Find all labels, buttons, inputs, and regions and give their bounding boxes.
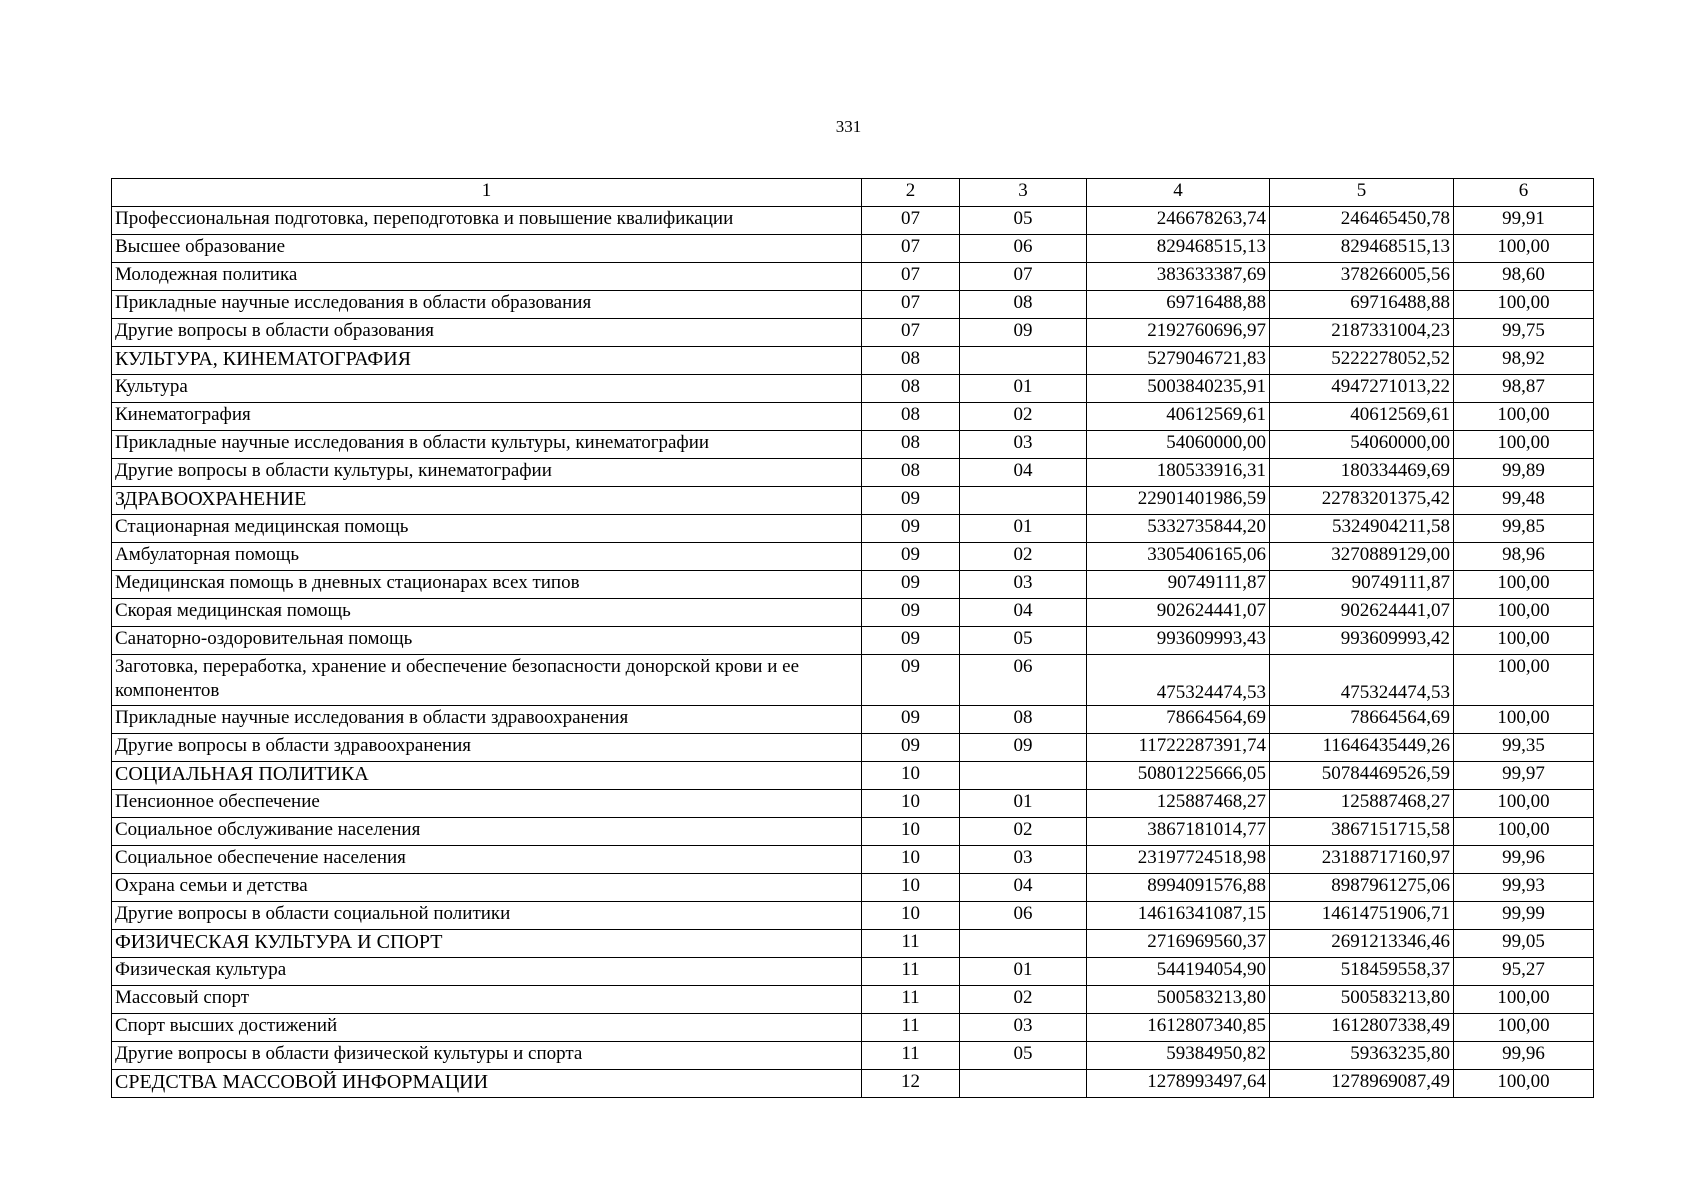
- value-col5-cell: 22783201375,42: [1270, 487, 1454, 515]
- subsection-code-cell: 06: [960, 902, 1087, 930]
- percent-cell: 100,00: [1454, 790, 1594, 818]
- percent-cell: 98,92: [1454, 347, 1594, 375]
- value-col5-cell: 54060000,00: [1270, 431, 1454, 459]
- value-col4-cell: 22901401986,59: [1087, 487, 1270, 515]
- row-name-cell: Амбулаторная помощь: [112, 543, 862, 571]
- section-code-cell: 09: [862, 627, 960, 655]
- row-name-cell: Прикладные научные исследования в области здравоохранения: [112, 706, 862, 734]
- subsection-code-cell: 09: [960, 319, 1087, 347]
- value-col5-cell: 90749111,87: [1270, 571, 1454, 599]
- section-code-cell: 11: [862, 1014, 960, 1042]
- value-col4-cell: 1612807340,85: [1087, 1014, 1270, 1042]
- section-code-cell: 10: [862, 790, 960, 818]
- value-col5-cell: 378266005,56: [1270, 263, 1454, 291]
- row-name-cell: Высшее образование: [112, 235, 862, 263]
- section-code-cell: 08: [862, 403, 960, 431]
- value-col4-cell: 14616341087,15: [1087, 902, 1270, 930]
- value-col4-cell: 544194054,90: [1087, 958, 1270, 986]
- row-name-cell: Прикладные научные исследования в области образования: [112, 291, 862, 319]
- column-header-1: 1: [112, 179, 862, 207]
- table-row-section: [112, 487, 1594, 515]
- column-header-2: 2: [862, 179, 960, 207]
- section-code-cell: 10: [862, 874, 960, 902]
- value-col5-cell: 69716488,88: [1270, 291, 1454, 319]
- percent-cell: 99,99: [1454, 902, 1594, 930]
- value-col5-cell: 246465450,78: [1270, 207, 1454, 235]
- value-col4-cell: 1278993497,64: [1087, 1070, 1270, 1098]
- section-code-cell: 09: [862, 655, 960, 706]
- subsection-code-cell: 03: [960, 571, 1087, 599]
- table-row: [112, 1042, 1594, 1070]
- percent-cell: 99,85: [1454, 515, 1594, 543]
- value-col5-cell: 11646435449,26: [1270, 734, 1454, 762]
- table-row: [112, 958, 1594, 986]
- value-col4-cell: 993609993,43: [1087, 627, 1270, 655]
- percent-cell: 95,27: [1454, 958, 1594, 986]
- row-name-cell: Скорая медицинская помощь: [112, 599, 862, 627]
- section-code-cell: 09: [862, 734, 960, 762]
- value-col5-cell: 902624441,07: [1270, 599, 1454, 627]
- table-row: [112, 706, 1594, 734]
- table-row: [112, 874, 1594, 902]
- subsection-code-cell: 04: [960, 459, 1087, 487]
- row-name-cell: Другие вопросы в области физической культуры и спорта: [112, 1042, 862, 1070]
- section-code-cell: 09: [862, 487, 960, 515]
- subsection-code-cell: 01: [960, 375, 1087, 403]
- subsection-code-cell: [960, 762, 1087, 790]
- value-col4-cell: 383633387,69: [1087, 263, 1270, 291]
- value-col4-cell: 40612569,61: [1087, 403, 1270, 431]
- value-col4-cell: 3305406165,06: [1087, 543, 1270, 571]
- value-col5-cell: 2691213346,46: [1270, 930, 1454, 958]
- percent-cell: 99,93: [1454, 874, 1594, 902]
- subsection-code-cell: 04: [960, 599, 1087, 627]
- table-row: [112, 375, 1594, 403]
- value-col4-cell: 54060000,00: [1087, 431, 1270, 459]
- section-code-cell: 09: [862, 515, 960, 543]
- row-name-cell: Социальное обслуживание населения: [112, 818, 862, 846]
- percent-cell: 100,00: [1454, 1014, 1594, 1042]
- section-code-cell: 07: [862, 291, 960, 319]
- value-col4-cell: 8994091576,88: [1087, 874, 1270, 902]
- table-row-section: [112, 930, 1594, 958]
- value-col5-cell: 993609993,42: [1270, 627, 1454, 655]
- section-code-cell: 11: [862, 1042, 960, 1070]
- value-col5-cell: 3270889129,00: [1270, 543, 1454, 571]
- page-number: 331: [835, 117, 862, 136]
- value-col5-cell: 180334469,69: [1270, 459, 1454, 487]
- table-row-section: [112, 347, 1594, 375]
- value-col5-cell: 3867151715,58: [1270, 818, 1454, 846]
- section-code-cell: 11: [862, 986, 960, 1014]
- row-name-cell: Пенсионное обеспечение: [112, 790, 862, 818]
- section-code-cell: 09: [862, 571, 960, 599]
- value-col5-cell: 125887468,27: [1270, 790, 1454, 818]
- row-name-cell: Охрана семьи и детства: [112, 874, 862, 902]
- table-header: [112, 179, 1594, 207]
- value-col4-cell: 180533916,31: [1087, 459, 1270, 487]
- value-col5-cell: 5324904211,58: [1270, 515, 1454, 543]
- value-col4-cell: 23197724518,98: [1087, 846, 1270, 874]
- table-row: [112, 319, 1594, 347]
- table-row: [112, 734, 1594, 762]
- percent-cell: 98,96: [1454, 543, 1594, 571]
- value-col4-cell: 90749111,87: [1087, 571, 1270, 599]
- section-code-cell: 07: [862, 207, 960, 235]
- percent-cell: 98,87: [1454, 375, 1594, 403]
- percent-cell: 100,00: [1454, 599, 1594, 627]
- row-name-cell: Стационарная медицинская помощь: [112, 515, 862, 543]
- subsection-code-cell: 04: [960, 874, 1087, 902]
- section-code-cell: 07: [862, 235, 960, 263]
- section-code-cell: 08: [862, 347, 960, 375]
- value-col5-cell: 829468515,13: [1270, 235, 1454, 263]
- value-col5-cell: 78664564,69: [1270, 706, 1454, 734]
- section-code-cell: 10: [862, 902, 960, 930]
- value-col5-cell: 500583213,80: [1270, 986, 1454, 1014]
- row-name-cell: Другие вопросы в области культуры, кинематографии: [112, 459, 862, 487]
- percent-cell: 99,96: [1454, 846, 1594, 874]
- row-name-cell: Другие вопросы в области образования: [112, 319, 862, 347]
- subsection-code-cell: 03: [960, 846, 1087, 874]
- value-col5-cell: 1278969087,49: [1270, 1070, 1454, 1098]
- percent-cell: 100,00: [1454, 235, 1594, 263]
- row-name-cell: ЗДРАВООХРАНЕНИЕ: [112, 487, 862, 515]
- table-row-section: [112, 1070, 1594, 1098]
- row-name-cell: Другие вопросы в области здравоохранения: [112, 734, 862, 762]
- percent-cell: 100,00: [1454, 431, 1594, 459]
- row-name-cell: Профессиональная подготовка, переподготовка и повышение квалификации: [112, 207, 862, 235]
- table-row: [112, 291, 1594, 319]
- table-row: [112, 986, 1594, 1014]
- value-col4-cell: 5332735844,20: [1087, 515, 1270, 543]
- row-name-cell: СРЕДСТВА МАССОВОЙ ИНФОРМАЦИИ: [112, 1070, 862, 1098]
- section-code-cell: 10: [862, 846, 960, 874]
- value-col5-cell: 518459558,37: [1270, 958, 1454, 986]
- section-code-cell: 09: [862, 543, 960, 571]
- table-row: [112, 627, 1594, 655]
- percent-cell: 100,00: [1454, 1070, 1594, 1098]
- table-row: [112, 235, 1594, 263]
- header-row: [112, 179, 1594, 207]
- subsection-code-cell: 05: [960, 207, 1087, 235]
- table-row: [112, 515, 1594, 543]
- percent-cell: 99,75: [1454, 319, 1594, 347]
- subsection-code-cell: 01: [960, 790, 1087, 818]
- section-code-cell: 11: [862, 958, 960, 986]
- subsection-code-cell: 02: [960, 543, 1087, 571]
- row-name-cell: КУЛЬТУРА, КИНЕМАТОГРАФИЯ: [112, 347, 862, 375]
- section-code-cell: 10: [862, 762, 960, 790]
- table-row: [112, 818, 1594, 846]
- table-row: [112, 599, 1594, 627]
- value-col4-cell: 125887468,27: [1087, 790, 1270, 818]
- section-code-cell: 07: [862, 319, 960, 347]
- table-row: [112, 263, 1594, 291]
- value-col4-cell: 2192760696,97: [1087, 319, 1270, 347]
- value-col4-cell: 5003840235,91: [1087, 375, 1270, 403]
- subsection-code-cell: [960, 1070, 1087, 1098]
- value-col4-cell: 11722287391,74: [1087, 734, 1270, 762]
- subsection-code-cell: 06: [960, 655, 1087, 706]
- row-name-cell: Физическая культура: [112, 958, 862, 986]
- subsection-code-cell: 08: [960, 706, 1087, 734]
- row-name-cell: Массовый спорт: [112, 986, 862, 1014]
- value-col5-cell: 2187331004,23: [1270, 319, 1454, 347]
- section-code-cell: 09: [862, 599, 960, 627]
- percent-cell: 100,00: [1454, 291, 1594, 319]
- subsection-code-cell: 02: [960, 818, 1087, 846]
- value-col5-cell: 14614751906,71: [1270, 902, 1454, 930]
- value-col5-cell: 23188717160,97: [1270, 846, 1454, 874]
- value-col5-cell: 50784469526,59: [1270, 762, 1454, 790]
- table-row: [112, 459, 1594, 487]
- table-row: [112, 207, 1594, 235]
- column-header-6: 6: [1454, 179, 1594, 207]
- section-code-cell: 10: [862, 818, 960, 846]
- subsection-code-cell: [960, 930, 1087, 958]
- table-row: [112, 571, 1594, 599]
- section-code-cell: 08: [862, 431, 960, 459]
- table-row: [112, 790, 1594, 818]
- percent-cell: 99,35: [1454, 734, 1594, 762]
- table-row: [112, 403, 1594, 431]
- percent-cell: 99,97: [1454, 762, 1594, 790]
- section-code-cell: 12: [862, 1070, 960, 1098]
- subsection-code-cell: 01: [960, 515, 1087, 543]
- subsection-code-cell: 06: [960, 235, 1087, 263]
- subsection-code-cell: [960, 487, 1087, 515]
- value-col4-cell: 475324474,53: [1087, 655, 1270, 706]
- subsection-code-cell: 01: [960, 958, 1087, 986]
- value-col5-cell: 5222278052,52: [1270, 347, 1454, 375]
- subsection-code-cell: 07: [960, 263, 1087, 291]
- percent-cell: 99,91: [1454, 207, 1594, 235]
- value-col5-cell: 475324474,53: [1270, 655, 1454, 706]
- value-col4-cell: 50801225666,05: [1087, 762, 1270, 790]
- value-col4-cell: 3867181014,77: [1087, 818, 1270, 846]
- subsection-code-cell: 09: [960, 734, 1087, 762]
- row-name-cell: Прикладные научные исследования в области культуры, кинематографии: [112, 431, 862, 459]
- value-col4-cell: 59384950,82: [1087, 1042, 1270, 1070]
- row-name-cell: ФИЗИЧЕСКАЯ КУЛЬТУРА И СПОРТ: [112, 930, 862, 958]
- table-row: [112, 431, 1594, 459]
- value-col4-cell: 5279046721,83: [1087, 347, 1270, 375]
- percent-cell: 99,05: [1454, 930, 1594, 958]
- table-row: [112, 655, 1594, 706]
- percent-cell: 99,89: [1454, 459, 1594, 487]
- subsection-code-cell: 02: [960, 986, 1087, 1014]
- row-name-cell: Кинематография: [112, 403, 862, 431]
- value-col4-cell: 2716969560,37: [1087, 930, 1270, 958]
- row-name-cell: Культура: [112, 375, 862, 403]
- table-body: [112, 207, 1594, 1098]
- row-name-cell: СОЦИАЛЬНАЯ ПОЛИТИКА: [112, 762, 862, 790]
- value-col4-cell: 829468515,13: [1087, 235, 1270, 263]
- section-code-cell: 11: [862, 930, 960, 958]
- value-col5-cell: 40612569,61: [1270, 403, 1454, 431]
- percent-cell: 100,00: [1454, 706, 1594, 734]
- table-row: [112, 846, 1594, 874]
- subsection-code-cell: 05: [960, 1042, 1087, 1070]
- percent-cell: 100,00: [1454, 986, 1594, 1014]
- row-name-cell: Заготовка, переработка, хранение и обеспечение безопасности донорской крови и ее компонентов: [112, 655, 862, 706]
- column-header-4: 4: [1087, 179, 1270, 207]
- section-code-cell: 08: [862, 459, 960, 487]
- percent-cell: 100,00: [1454, 571, 1594, 599]
- subsection-code-cell: 03: [960, 1014, 1087, 1042]
- percent-cell: 98,60: [1454, 263, 1594, 291]
- percent-cell: 100,00: [1454, 627, 1594, 655]
- value-col4-cell: 78664564,69: [1087, 706, 1270, 734]
- table-row-section: [112, 762, 1594, 790]
- subsection-code-cell: 08: [960, 291, 1087, 319]
- row-name-cell: Спорт высших достижений: [112, 1014, 862, 1042]
- budget-execution-table: [111, 178, 1594, 1098]
- row-name-cell: Социальное обеспечение населения: [112, 846, 862, 874]
- percent-cell: 100,00: [1454, 403, 1594, 431]
- percent-cell: 99,48: [1454, 487, 1594, 515]
- value-col5-cell: 8987961275,06: [1270, 874, 1454, 902]
- percent-cell: 99,96: [1454, 1042, 1594, 1070]
- table-row: [112, 1014, 1594, 1042]
- value-col4-cell: 500583213,80: [1087, 986, 1270, 1014]
- value-col5-cell: 59363235,80: [1270, 1042, 1454, 1070]
- subsection-code-cell: 05: [960, 627, 1087, 655]
- percent-cell: 100,00: [1454, 818, 1594, 846]
- value-col5-cell: 1612807338,49: [1270, 1014, 1454, 1042]
- subsection-code-cell: 02: [960, 403, 1087, 431]
- row-name-cell: Другие вопросы в области социальной политики: [112, 902, 862, 930]
- value-col4-cell: 246678263,74: [1087, 207, 1270, 235]
- table-row: [112, 902, 1594, 930]
- section-code-cell: 09: [862, 706, 960, 734]
- value-col5-cell: 4947271013,22: [1270, 375, 1454, 403]
- row-name-cell: Санаторно-оздоровительная помощь: [112, 627, 862, 655]
- row-name-cell: Молодежная политика: [112, 263, 862, 291]
- subsection-code-cell: 03: [960, 431, 1087, 459]
- value-col4-cell: 902624441,07: [1087, 599, 1270, 627]
- value-col4-cell: 69716488,88: [1087, 291, 1270, 319]
- subsection-code-cell: [960, 347, 1087, 375]
- section-code-cell: 07: [862, 263, 960, 291]
- column-header-5: 5: [1270, 179, 1454, 207]
- column-header-3: 3: [960, 179, 1087, 207]
- row-name-cell: Медицинская помощь в дневных стационарах всех типов: [112, 571, 862, 599]
- section-code-cell: 08: [862, 375, 960, 403]
- percent-cell: 100,00: [1454, 655, 1594, 706]
- table-row: [112, 543, 1594, 571]
